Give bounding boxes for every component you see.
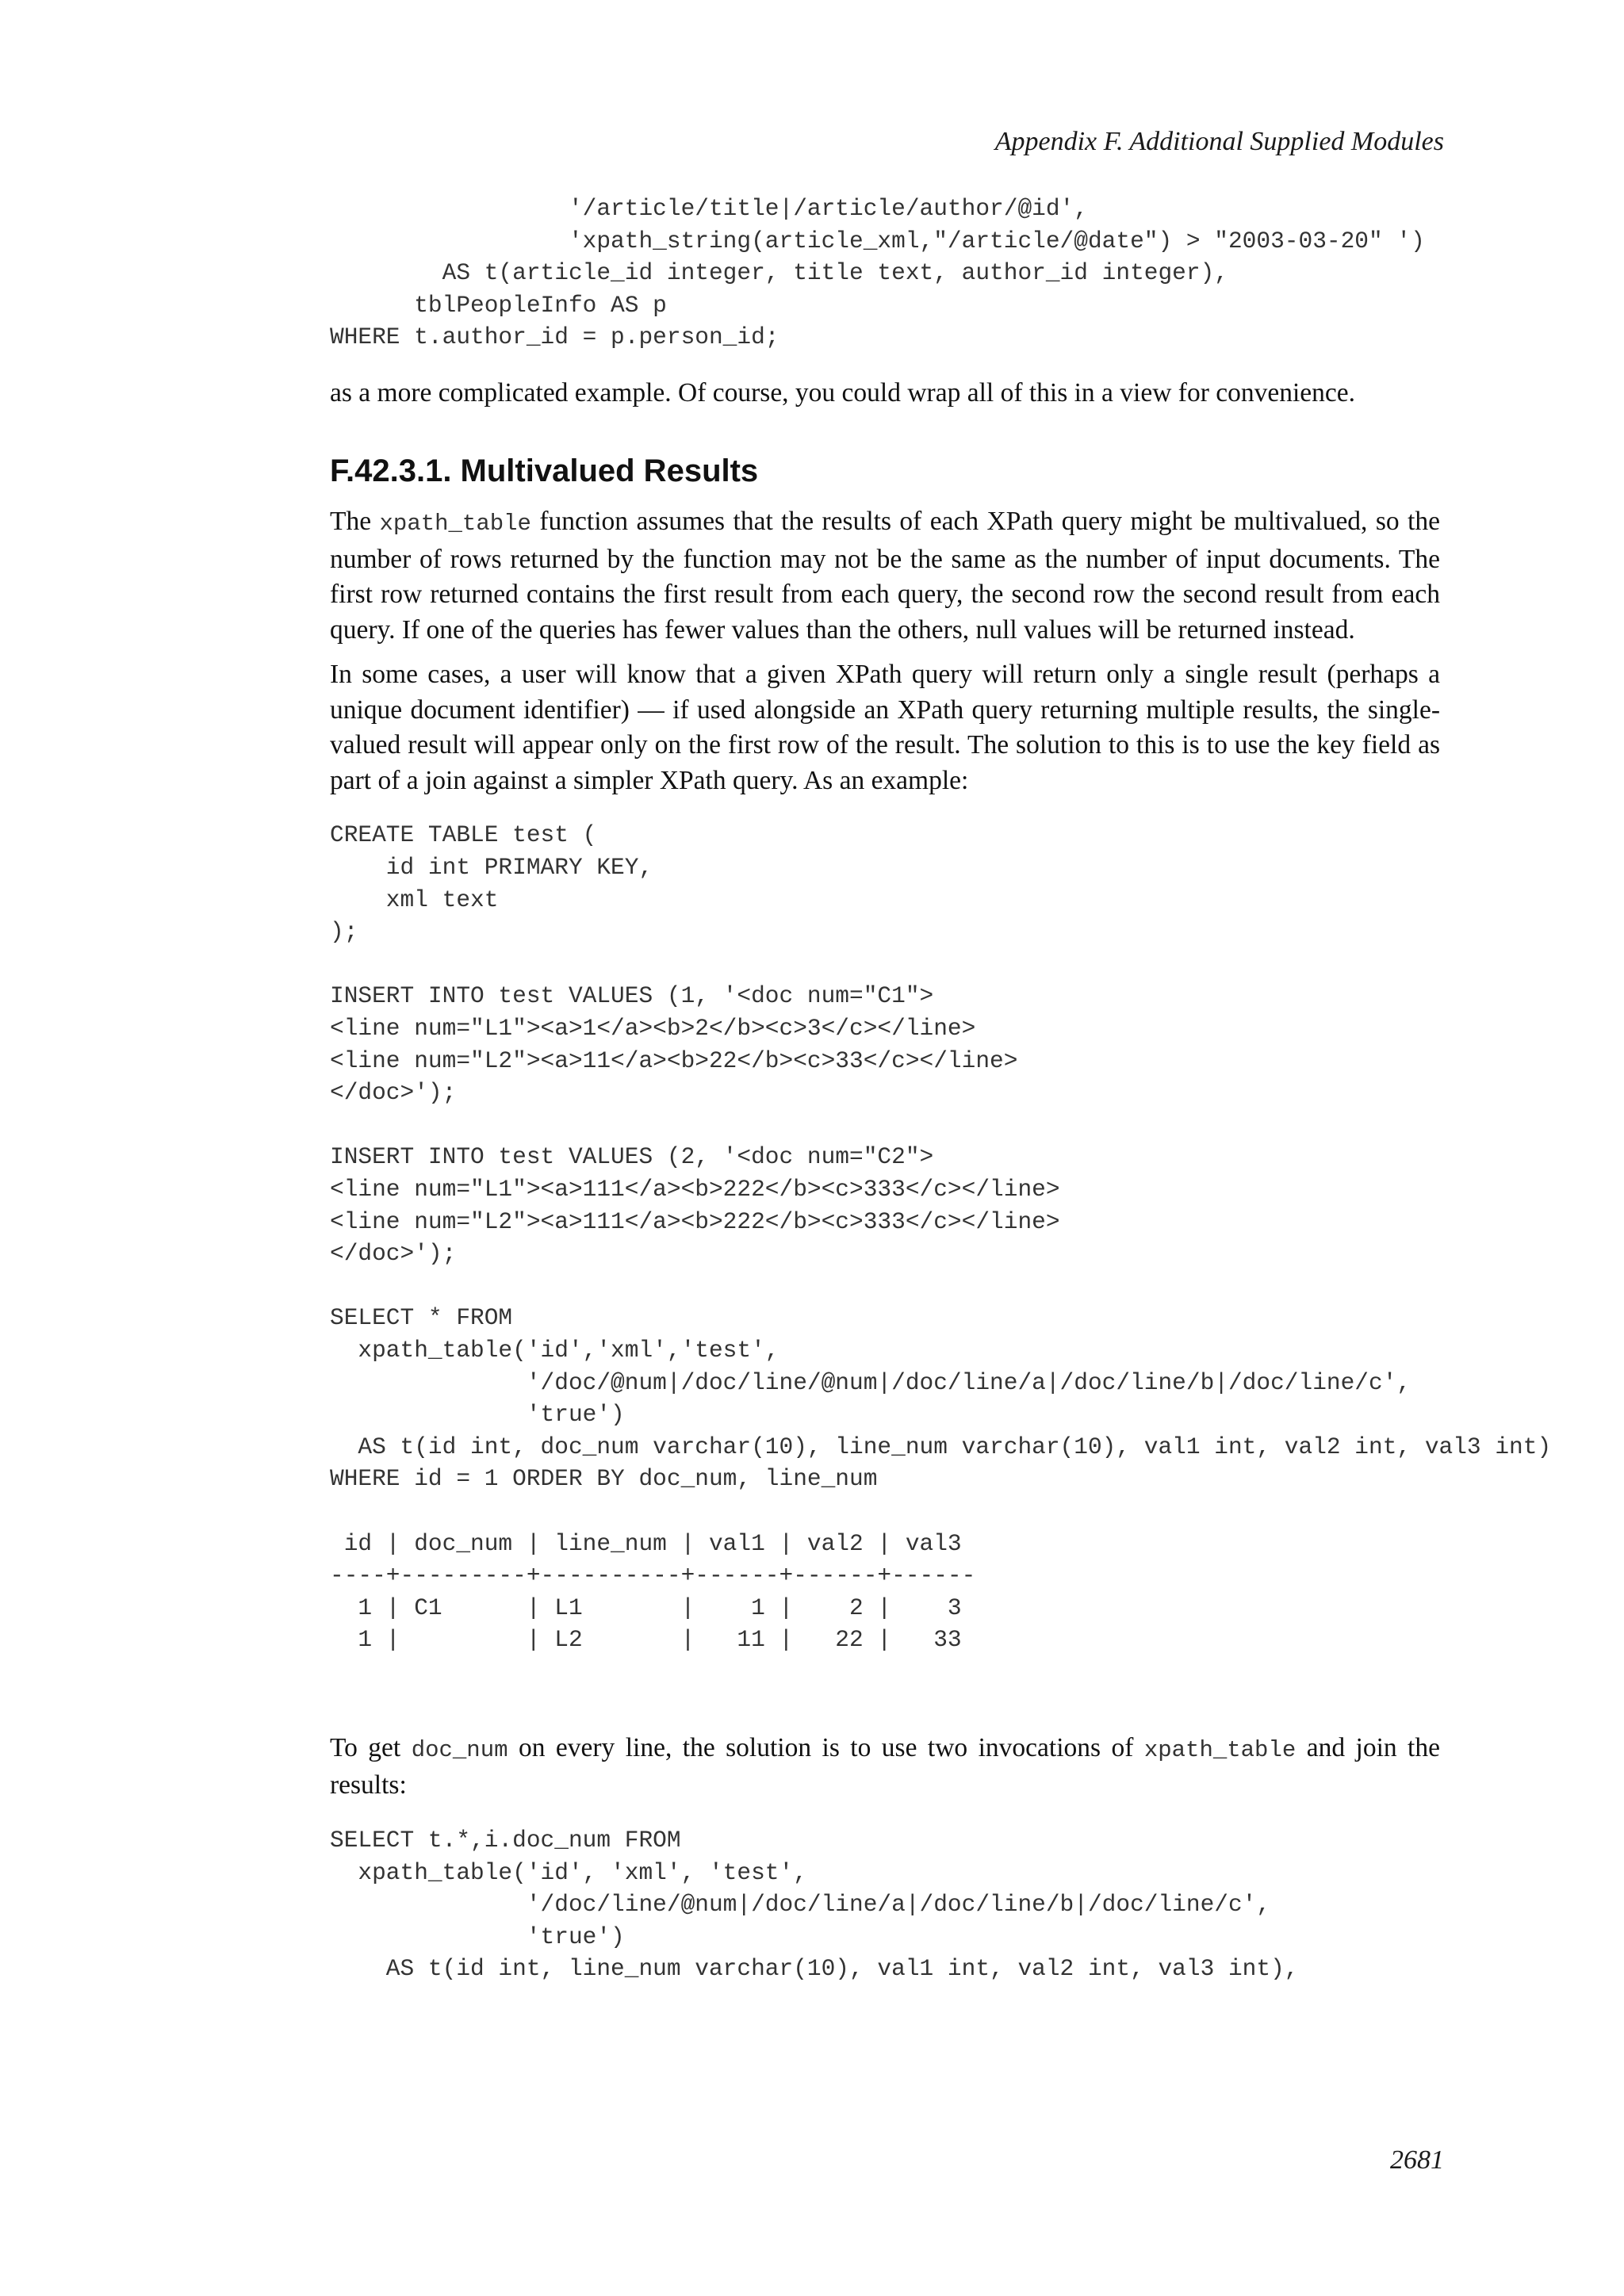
code-block-xpath-join: '/article/title|/article/author/@id', 'xpath_string(article_xml,"/article/@date") > "2003-03-20" ') AS t(article_id integer, title text, author_id integer), tblPeopleInfo AS p WHERE t.author_id = p.person_id; [330,195,1425,351]
code-block-join-solution: SELECT t.*,i.doc_num FROM xpath_table('id', 'xml', 'test', '/doc/line/@num|/doc/line/a|/doc/line/b|/doc/line/c', 'true') AS t(id int, line_num varchar(10), val1 int, val2 int, val3 int), [330,1826,1299,1983]
paragraph-complicated-example: as a more complicated example. Of course, you could wrap all of this in a view for convenience. [330,377,1356,408]
section-heading: F.42.3.1. Multivalued Results [330,453,759,489]
inline-code-xpath-table: xpath_table [379,511,531,538]
text-fragment: To get [330,1732,412,1762]
inline-code-xpath-table: xpath_table [1143,1736,1297,1763]
page-number: 2681 [1390,2145,1444,2175]
paragraph-multivalued-intro [330,504,1440,648]
inline-code-doc-num: doc_num [411,1736,508,1763]
text-fragment: on every line, the solution is to use two invocations of [508,1732,1144,1762]
page-content [330,193,1552,1985]
code-block-example: CREATE TABLE test ( id int PRIMARY KEY, xml text ); INSERT INTO test VALUES (1, '<doc num="C1"> <line num="L1"><a>1</a><b>2</b><c>3</c></line> <line num="L2"><a>11</a><b>22</b><c>33</c></line> </doc>'); INSERT INTO test VALUES (2, '<doc num="C2"> <line num="L1"><a>111</a><b>222</b><c>333</c></line> <line num="L2"><a>111</a><b>222</b><c>333</c></line> </doc>'); SELECT * FROM xpath_table('id','xml','test', '/doc/@num|/doc/line/@num|/doc/line/a|/doc/line/b|/doc/line/c', 'true') AS t(id int, doc_num varchar(10), line_num varchar(10), val1 int, val2 int, val3 int) WHERE id = 1 ORDER BY doc_num, line_num id | doc_num | line_num | val1 | val2 | val3 ----+---------+----------+------+------+------ 1 | C1 | L1 | 1 | 2 | 3 1 | | L2 | 11 | 22 | 33 [330,821,1552,1654]
text-fragment: and join the results: [330,1732,1440,1800]
text-fragment: The [330,507,380,537]
paragraph-doc-num-join [330,1731,1440,1804]
running-header: Appendix F. Additional Supplied Modules [994,127,1444,156]
text-fragment: function assumes that the results of each XPath query might be multivalued, so the number of rows returned by the function may not be the same as the number of input documents. The first row returned contains the first result from each query, the second row the second result from each query. If one of the queries has fewer values than the others, null values will be returned instead. [330,507,1440,645]
paragraph-single-result: In some cases, a user will know that a given XPath query will return only a single result (perhaps a unique document identifier) — if used alongside an XPath query returning multiple results, the single-valued result will appear only on the first row of the result. The solution to this is to use the key field as part of a join against a simpler XPath query. As an example: [330,660,1440,795]
